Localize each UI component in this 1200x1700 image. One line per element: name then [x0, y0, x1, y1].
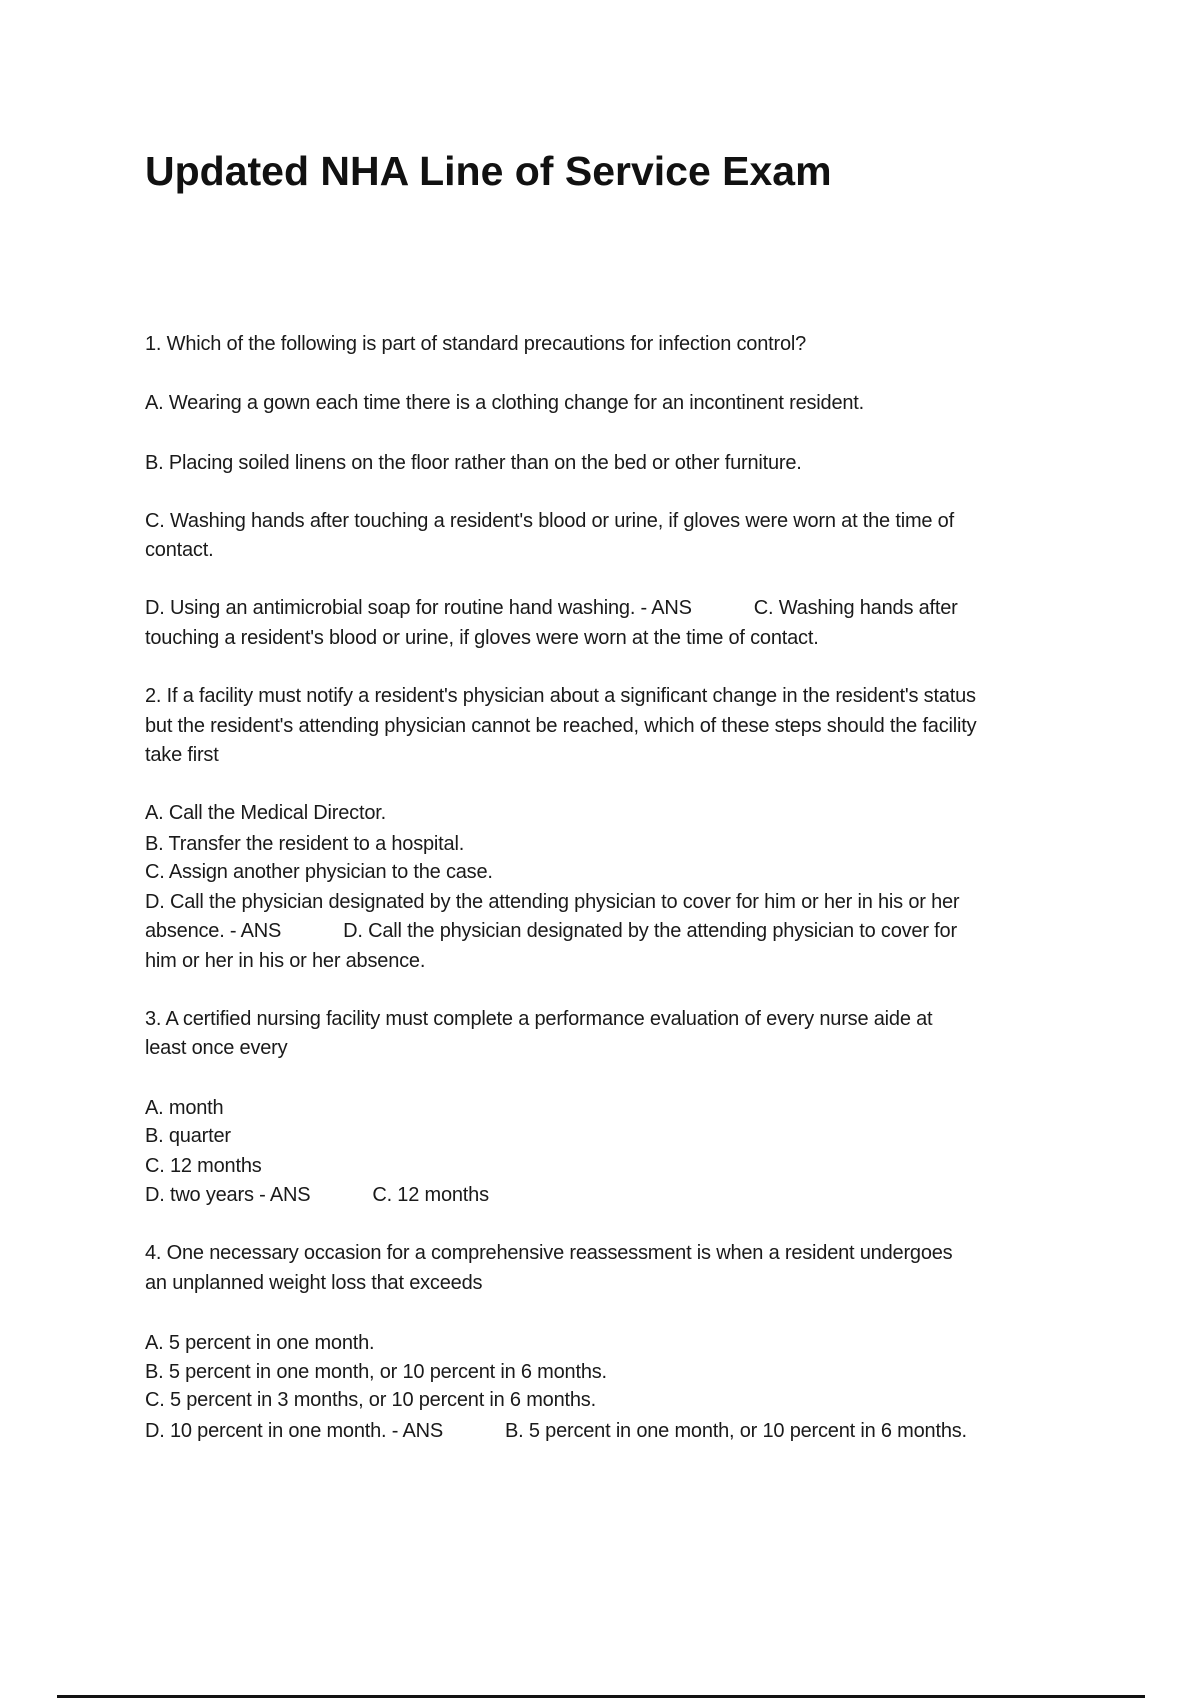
text-line [145, 594, 958, 623]
line-text: D. Call the physician designated by the attending physician to cover for him or her in his or her [145, 890, 960, 913]
line-text: 1. Which of the following is part of standard precautions for infection control? [145, 332, 807, 355]
text-line [145, 1034, 287, 1063]
document-title: Updated NHA Line of Service Exam [145, 148, 832, 194]
page-divider [57, 1695, 1145, 1698]
text-line [145, 1122, 231, 1151]
line-text: least once every [145, 1036, 288, 1059]
line-text: 2. If a facility must notify a resident's physician about a significant change in the resident's status [145, 684, 976, 707]
text-line [145, 449, 802, 478]
text-line [145, 1386, 596, 1415]
text-line [145, 1005, 932, 1034]
text-line [145, 682, 976, 711]
line-text: contact. [145, 538, 214, 561]
text-line [145, 1181, 489, 1210]
text-line [145, 330, 806, 359]
line-text: an unplanned weight loss that exceeds [145, 1271, 483, 1294]
text-line [145, 1329, 374, 1358]
text-line [145, 1358, 607, 1387]
line-text: him or her in his or her absence. [145, 949, 426, 972]
answer-text: C. Washing hands after [753, 596, 958, 619]
text-line [145, 917, 957, 946]
line-text: A. Wearing a gown each time there is a clothing change for an incontinent resident. [145, 391, 865, 414]
text-line [145, 389, 864, 418]
line-text: A. month [145, 1096, 224, 1119]
line-text: B. Transfer the resident to a hospital. [145, 832, 465, 855]
text-line [145, 712, 976, 741]
line-text: D. Using an antimicrobial soap for routine hand washing. - ANS [145, 596, 692, 619]
text-line [145, 888, 959, 917]
text-line [145, 858, 493, 887]
text-line [145, 1417, 967, 1446]
line-text: B. quarter [145, 1124, 231, 1147]
text-line [145, 947, 425, 976]
line-text: touching a resident's blood or urine, if gloves were worn at the time of contact. [145, 626, 819, 649]
text-line [145, 1094, 223, 1123]
line-text: C. Washing hands after touching a resident's blood or urine, if gloves were worn at the time of [145, 509, 954, 532]
line-text: C. 12 months [145, 1154, 262, 1177]
line-text: D. 10 percent in one month. - ANS [145, 1419, 444, 1442]
answer-text: B. 5 percent in one month, or 10 percent in 6 months. [505, 1419, 967, 1442]
line-text: B. Placing soiled linens on the floor rather than on the bed or other furniture. [145, 451, 802, 474]
line-text: but the resident's attending physician cannot be reached, which of these steps should the facility [145, 714, 977, 737]
text-line [145, 830, 464, 859]
text-line [145, 507, 954, 536]
line-text: C. Assign another physician to the case. [145, 860, 493, 883]
answer-text: D. Call the physician designated by the attending physician to cover for [343, 919, 957, 942]
line-text: take first [145, 743, 219, 766]
text-line [145, 1152, 262, 1181]
text-line [145, 1239, 952, 1268]
line-text: A. Call the Medical Director. [145, 801, 386, 824]
line-text: A. 5 percent in one month. [145, 1331, 375, 1354]
text-line [145, 536, 213, 565]
line-text: D. two years - ANS [145, 1183, 311, 1206]
text-line [145, 799, 386, 828]
text-line [145, 741, 219, 770]
answer-text: C. 12 months [372, 1183, 489, 1206]
line-text: 4. One necessary occasion for a comprehensive reassessment is when a resident undergoes [145, 1241, 953, 1264]
text-line [145, 1269, 482, 1298]
line-text: absence. - ANS [145, 919, 282, 942]
text-line [145, 624, 819, 653]
line-text: B. 5 percent in one month, or 10 percent in 6 months. [145, 1360, 607, 1383]
line-text: C. 5 percent in 3 months, or 10 percent in 6 months. [145, 1388, 596, 1411]
line-text: 3. A certified nursing facility must complete a performance evaluation of every nurse aide at [145, 1007, 933, 1030]
